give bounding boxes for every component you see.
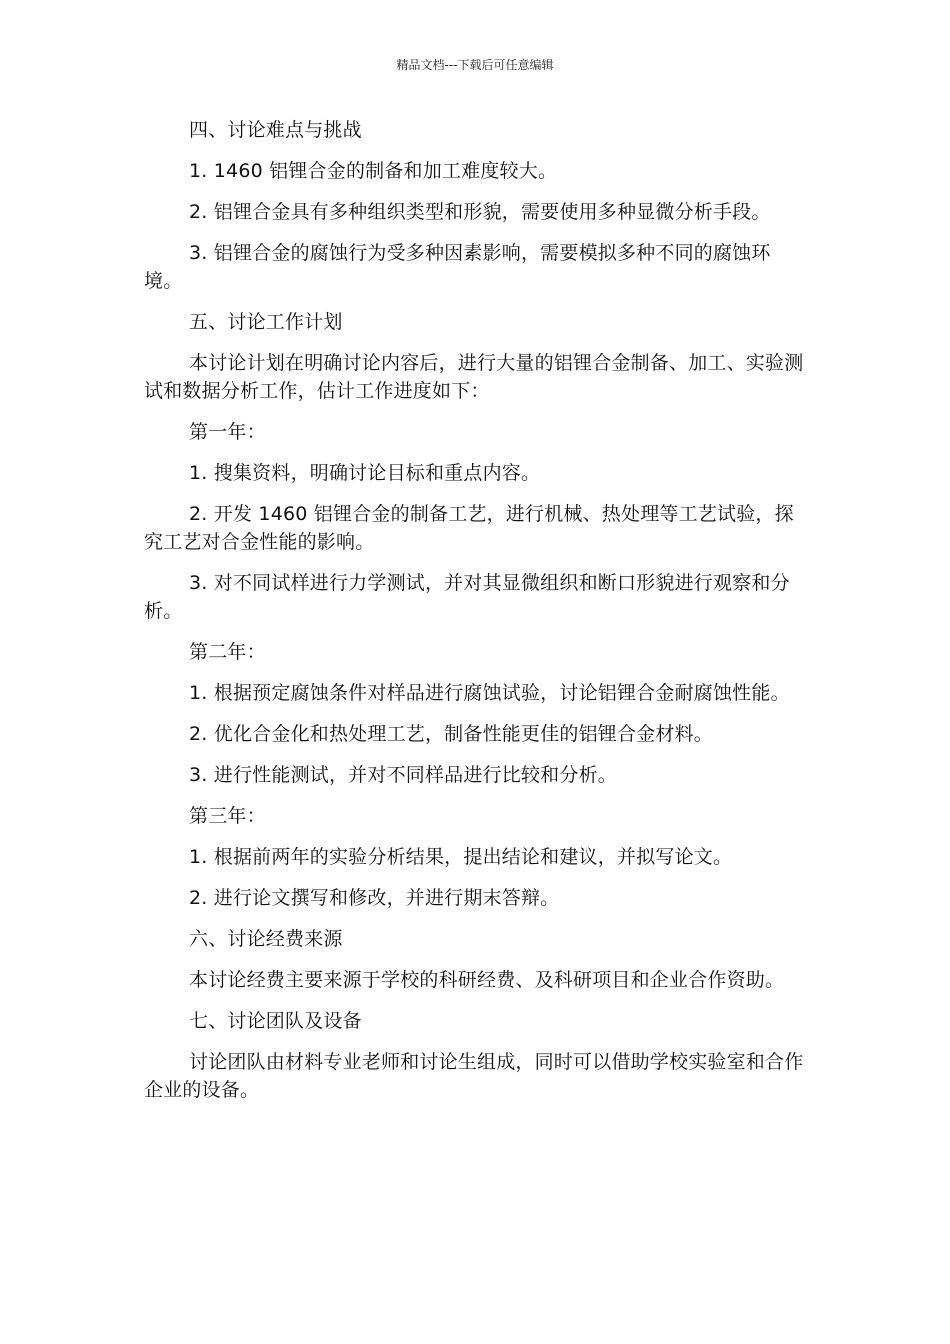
section-heading-work-plan: 五、讨论工作计划 bbox=[189, 311, 343, 333]
year-heading-first: 第一年： bbox=[189, 421, 266, 443]
list-item: 2. 进行论文撰写和修改，并进行期末答辩。 bbox=[189, 887, 560, 909]
year-heading-second: 第二年： bbox=[189, 641, 266, 663]
list-item: 1. 根据前两年的实验分析结果，提出结论和建议，并拟写论文。 bbox=[189, 846, 733, 868]
list-item: 2. 开发 1460 铝锂合金的制备工艺，进行机械、热处理等工艺试验，探究工艺对合金性能的影响。 bbox=[144, 503, 794, 553]
list-item: 2. 铝锂合金具有多种组织类型和形貌，需要使用多种显微分析手段。 bbox=[189, 201, 771, 223]
list-item: 3. 对不同试样进行力学测试，并对其显微组织和断口形貌进行观察和分析。 bbox=[144, 572, 790, 622]
list-item: 1. 搜集资料，明确讨论目标和重点内容。 bbox=[189, 462, 541, 484]
document-body bbox=[144, 116, 808, 1117]
list-item: 3. 进行性能测试，并对不同样品进行比较和分析。 bbox=[189, 764, 617, 786]
section-heading-team: 七、讨论团队及设备 bbox=[189, 1010, 362, 1032]
paragraph: 讨论团队由材料专业老师和讨论生组成，同时可以借助学校实验室和合作企业的设备。 bbox=[144, 1051, 804, 1101]
page-header: 精品文档---下载后可任意编辑 bbox=[396, 58, 554, 72]
list-item: 2. 优化合金化和热处理工艺，制备性能更佳的铝锂合金材料。 bbox=[189, 723, 713, 745]
paragraph: 本讨论计划在明确讨论内容后，进行大量的铝锂合金制备、加工、实验测试和数据分析工作，估计工作进度如下： bbox=[144, 352, 804, 402]
year-heading-third: 第三年： bbox=[189, 805, 266, 827]
list-item: 1. 根据预定腐蚀条件对样品进行腐蚀试验，讨论铝锂合金耐腐蚀性能。 bbox=[189, 682, 790, 704]
section-heading-funding: 六、讨论经费来源 bbox=[189, 928, 343, 950]
list-item: 1. 1460 铝锂合金的制备和加工难度较大。 bbox=[189, 160, 558, 182]
paragraph: 本讨论经费主要来源于学校的科研经费、及科研项目和企业合作资助。 bbox=[189, 969, 785, 991]
list-item: 3. 铝锂合金的腐蚀行为受多种因素影响，需要模拟多种不同的腐蚀环境。 bbox=[144, 242, 771, 292]
section-heading-difficulties: 四、讨论难点与挑战 bbox=[189, 119, 362, 141]
